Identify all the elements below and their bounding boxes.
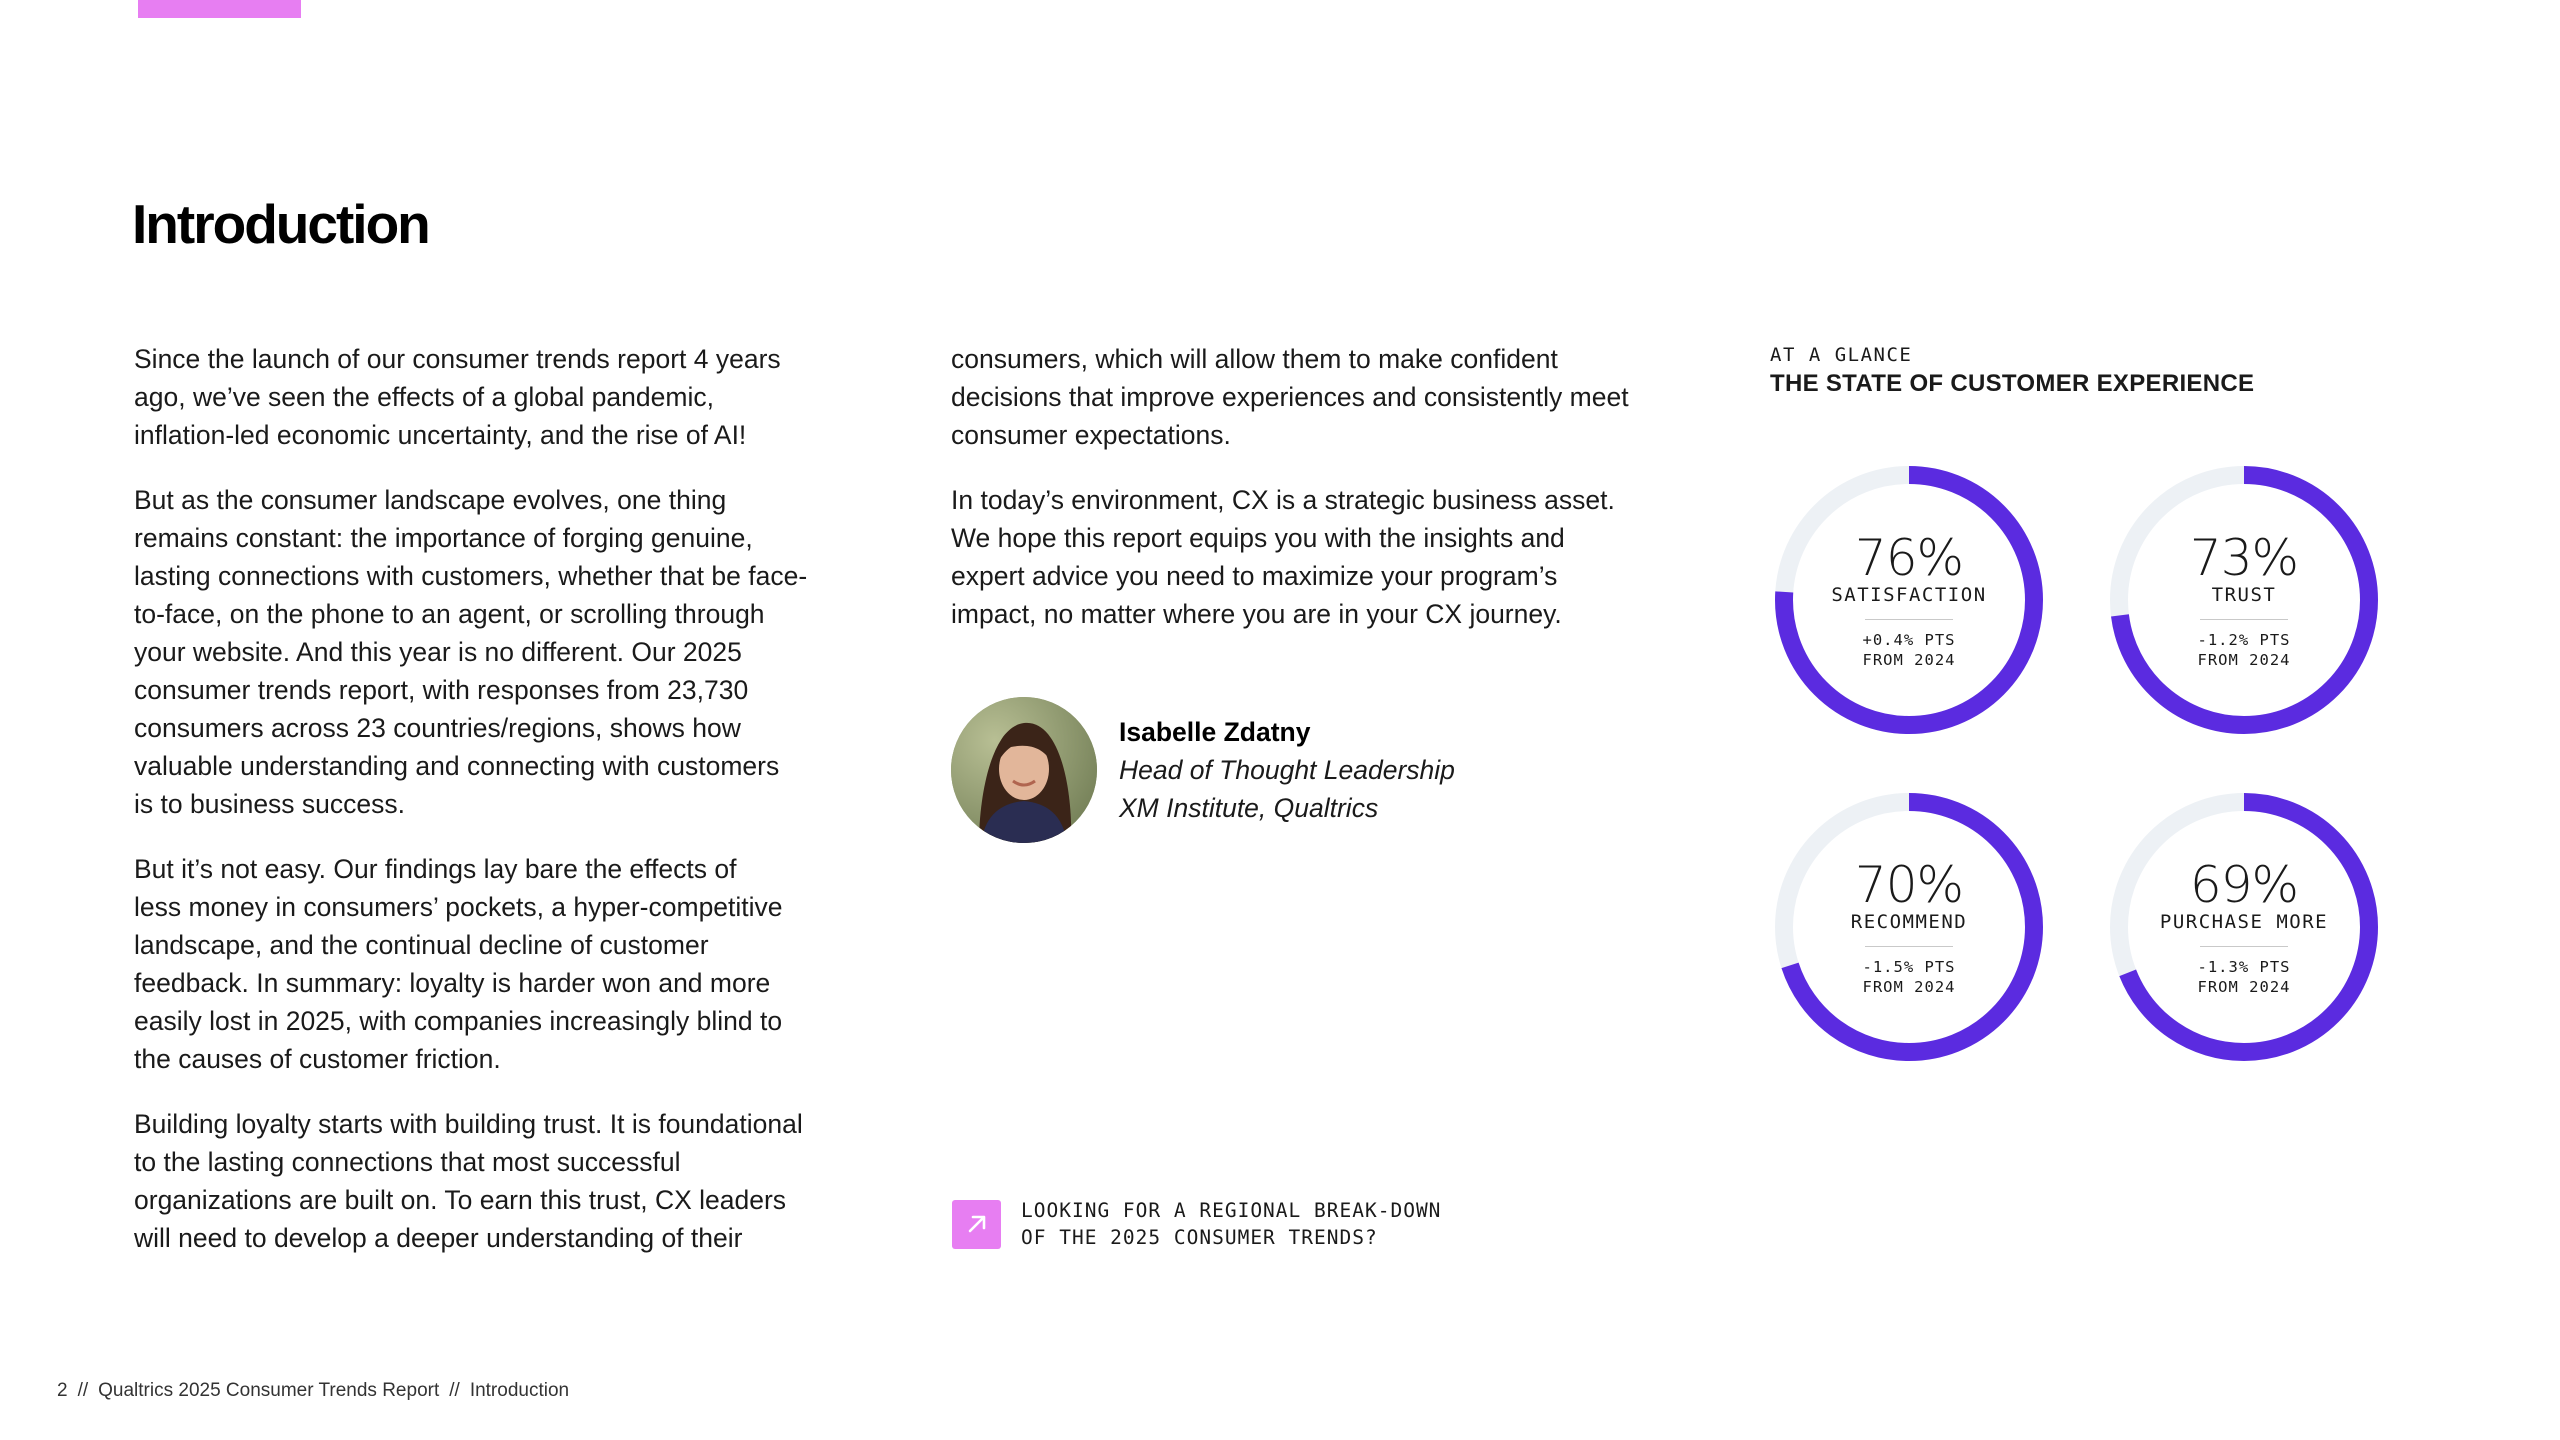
footer-section: Introduction bbox=[469, 1380, 570, 1401]
stat-from: FROM 2024 bbox=[2197, 651, 2291, 669]
stat-label: TRUST bbox=[2211, 584, 2277, 606]
stat-center bbox=[2104, 787, 2384, 1067]
stat-divider bbox=[2200, 619, 2288, 620]
stat-divider bbox=[1865, 946, 1953, 947]
stat-label: SATISFACTION bbox=[1831, 584, 1987, 606]
paragraph: But as the consumer landscape evolves, one thing remains constant: the importance of forging genuine, lasting connections with customers, whether that be face- to-face, on the phone to an agent, or scrolling through your website. And this year is no different. Our 2025 consumer trends report, with responses from 23,730 consumers across 23 countries/regions, shows how valuable understanding and connecting with customers is to business success. bbox=[134, 485, 808, 819]
stat-donut-satisfaction bbox=[1769, 460, 2049, 740]
stat-from: FROM 2024 bbox=[1862, 651, 1956, 669]
footer-report-name: Qualtrics 2025 Consumer Trends Report bbox=[98, 1380, 440, 1401]
stat-value: 70% bbox=[1854, 856, 1964, 914]
intro-column-left bbox=[134, 340, 854, 1284]
stat-change: -1.3% PTS bbox=[2197, 958, 2291, 976]
stat-divider bbox=[2200, 946, 2288, 947]
stat-from: FROM 2024 bbox=[2197, 978, 2291, 996]
stat-label: PURCHASE MORE bbox=[2159, 911, 2329, 933]
paragraph: But it’s not easy. Our findings lay bare the effects of less money in consumers’ pockets, a hyper-competitive landscape, and the continual decline of customer feedback. In summary: loyalty is harder won and more easily lost in 2025, with companies increasingly blind to the causes of customer friction. bbox=[134, 854, 783, 1074]
paragraph: consumers, which will allow them to make confident decisions that improve experiences and consistently meet consumer expectations. bbox=[951, 344, 1629, 450]
stat-center bbox=[1769, 787, 2049, 1067]
stat-from: FROM 2024 bbox=[1862, 978, 1956, 996]
author-name: Isabelle Zdatny bbox=[1119, 717, 1311, 747]
stat-value: 73% bbox=[2189, 529, 2299, 587]
regional-breakdown-label[interactable]: LOOKING FOR A REGIONAL BREAK-DOWN OF THE 2025 CONSUMER TRENDS? bbox=[1021, 1199, 1442, 1249]
stat-donut-purchase-more bbox=[2104, 787, 2384, 1067]
paragraph: In today’s environment, CX is a strategic business asset. We hope this report equips you with the insights and expert advice you need to maximize your program’s impact, no matter where you are in your CX journey. bbox=[951, 485, 1615, 629]
intro-column-right bbox=[951, 340, 1671, 660]
stat-value: 69% bbox=[2189, 856, 2299, 914]
author-organization: XM Institute, Qualtrics bbox=[1119, 793, 1379, 823]
footer-separator: // bbox=[449, 1380, 460, 1401]
accent-bar bbox=[138, 0, 301, 18]
person-portrait-icon bbox=[951, 697, 1097, 843]
stat-change: -1.2% PTS bbox=[2197, 631, 2291, 649]
arrow-up-right-icon[interactable] bbox=[952, 1200, 1001, 1249]
regional-breakdown-link[interactable] bbox=[952, 1197, 1441, 1251]
author-role: Head of Thought Leadership bbox=[1119, 755, 1455, 785]
paragraph: Since the launch of our consumer trends report 4 years ago, we’ve seen the effects of a global pandemic, inflation-led economic uncertainty, and the rise of AI! bbox=[134, 344, 781, 450]
footer-separator: // bbox=[77, 1380, 89, 1401]
stat-center bbox=[2104, 460, 2384, 740]
stat-donut-trust bbox=[2104, 460, 2384, 740]
stat-change: +0.4% PTS bbox=[1862, 631, 1956, 649]
stat-center bbox=[1769, 460, 2049, 740]
stat-change: -1.5% PTS bbox=[1862, 958, 1956, 976]
stat-label: RECOMMEND bbox=[1850, 911, 1968, 933]
glance-eyebrow: AT A GLANCE bbox=[1770, 344, 1913, 366]
stat-divider bbox=[1865, 619, 1953, 620]
stat-donut-recommend bbox=[1769, 787, 2049, 1067]
at-a-glance-header bbox=[1770, 344, 2254, 398]
footer bbox=[57, 1380, 569, 1402]
stat-value: 76% bbox=[1854, 529, 1964, 587]
glance-title: THE STATE OF CUSTOMER EXPERIENCE bbox=[1770, 370, 2255, 397]
paragraph: Building loyalty starts with building trust. It is foundational to the lasting connections that most successful organizations are built on. To earn this trust, CX leaders will need to develop a deeper understanding of their bbox=[134, 1109, 803, 1253]
page-title: Introduction bbox=[132, 193, 429, 255]
author-card bbox=[951, 697, 1455, 843]
page-number: 2 bbox=[57, 1380, 68, 1401]
